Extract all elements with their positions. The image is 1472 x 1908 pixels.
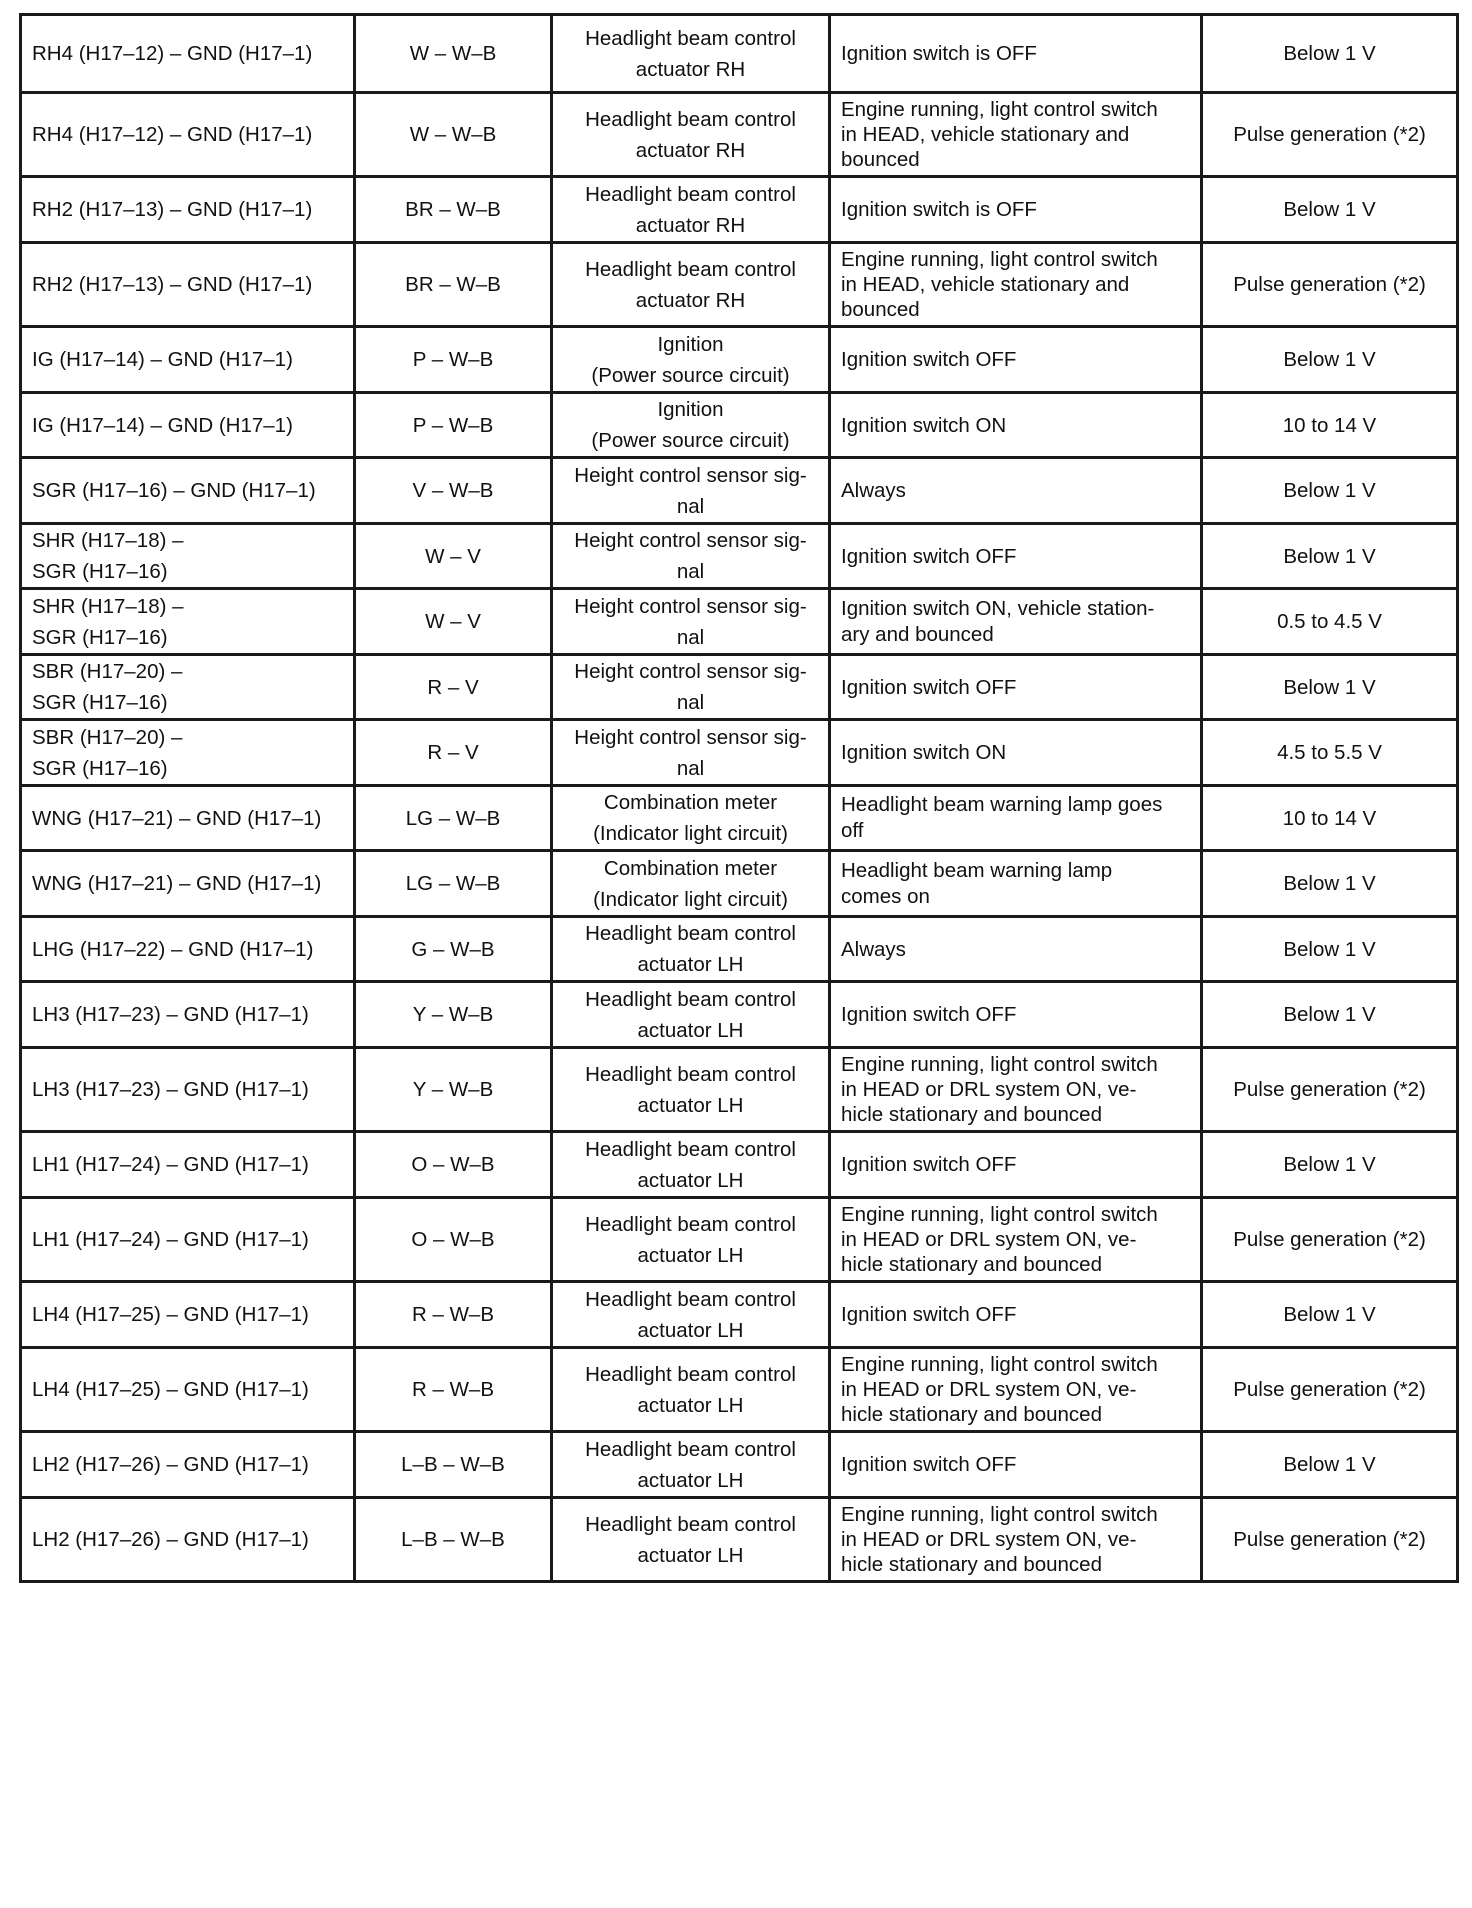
terminal-text: SHR (H17–18) – xyxy=(32,594,184,618)
terminal-cell xyxy=(21,177,355,243)
terminal-description-cell xyxy=(552,327,830,393)
specified-condition-cell: Below 1 V xyxy=(1202,655,1458,720)
description-line: actuator RH xyxy=(635,288,746,312)
condition-cell xyxy=(830,458,1202,524)
condition-line: hicle stationary and bounced xyxy=(841,1553,1102,1576)
terminal-description-cell xyxy=(552,243,830,327)
description-line: actuator LH xyxy=(637,1243,744,1267)
specified-condition-cell: Below 1 V xyxy=(1202,982,1458,1048)
table-row xyxy=(21,93,1458,177)
specified-condition-cell: Pulse generation (*2) xyxy=(1202,1498,1458,1582)
condition-line: Ignition switch OFF xyxy=(841,1003,1017,1026)
terminal-cell xyxy=(21,1198,355,1282)
description-line: actuator RH xyxy=(635,138,746,162)
terminal-description-cell xyxy=(552,524,830,589)
table-row xyxy=(21,589,1458,655)
specified-condition-cell: 10 to 14 V xyxy=(1202,393,1458,458)
terminal-text: LH2 (H17–26) – GND (H17–1) xyxy=(32,1453,309,1476)
wiring-color-cell: O – W–B xyxy=(355,1132,552,1198)
condition-line: hicle stationary and bounced xyxy=(841,1103,1102,1126)
condition-cell xyxy=(830,1282,1202,1348)
specified-condition-cell: Pulse generation (*2) xyxy=(1202,1048,1458,1132)
terminal-description-cell xyxy=(552,15,830,93)
description-line: Headlight beam control xyxy=(585,107,796,131)
condition-line: Engine running, light control switch xyxy=(841,1203,1158,1226)
condition-cell xyxy=(830,1498,1202,1582)
table-row xyxy=(21,1048,1458,1132)
wiring-color-cell: W – V xyxy=(355,589,552,655)
terminal-description-cell xyxy=(552,93,830,177)
terminal-description-cell xyxy=(552,393,830,458)
terminal-description-cell xyxy=(552,917,830,982)
terminal-text: RH4 (H17–12) – GND (H17–1) xyxy=(32,42,313,65)
terminal-text: SBR (H17–20) – xyxy=(32,660,183,683)
terminal-text: LH4 (H17–25) – GND (H17–1) xyxy=(32,1303,309,1326)
terminal-voltage-table xyxy=(19,13,1459,1583)
wiring-color-cell: W – W–B xyxy=(355,15,552,93)
condition-cell xyxy=(830,720,1202,786)
terminal-description-cell xyxy=(552,655,830,720)
terminal-text: IG (H17–14) – GND (H17–1) xyxy=(32,348,293,371)
terminal-text: SGR (H17–16) xyxy=(32,625,168,649)
wiring-color-cell: R – V xyxy=(355,655,552,720)
description-line: nal xyxy=(676,756,705,780)
terminal-cell xyxy=(21,655,355,720)
specified-condition-cell: Below 1 V xyxy=(1202,327,1458,393)
description-line: Headlight beam control xyxy=(585,182,796,206)
condition-cell xyxy=(830,851,1202,917)
condition-cell xyxy=(830,1132,1202,1198)
description-line: Height control sensor sig- xyxy=(574,594,807,618)
condition-line: Always xyxy=(841,937,906,961)
condition-line: in HEAD, vehicle stationary and xyxy=(841,123,1130,146)
description-line: nal xyxy=(676,494,705,518)
description-line: (Power source circuit) xyxy=(591,429,790,452)
terminal-description-cell xyxy=(552,1498,830,1582)
table-row xyxy=(21,1432,1458,1498)
condition-line: Ignition switch OFF xyxy=(841,1153,1017,1176)
description-line: Headlight beam control xyxy=(585,1287,796,1311)
table-row xyxy=(21,786,1458,851)
condition-line: Engine running, light control switch xyxy=(841,1053,1158,1076)
description-line: actuator LH xyxy=(637,1393,744,1417)
description-line: nal xyxy=(676,691,705,714)
condition-line: off xyxy=(841,819,864,842)
table-row xyxy=(21,15,1458,93)
condition-line: ary and bounced xyxy=(841,622,994,646)
description-line: actuator LH xyxy=(637,953,744,976)
description-line: Headlight beam control xyxy=(585,1212,796,1236)
specified-condition-cell: Below 1 V xyxy=(1202,15,1458,93)
specified-condition-cell: Below 1 V xyxy=(1202,917,1458,982)
specified-condition-cell: Below 1 V xyxy=(1202,1132,1458,1198)
specified-condition-cell: Below 1 V xyxy=(1202,524,1458,589)
description-line: Headlight beam control xyxy=(585,1062,796,1086)
terminal-cell xyxy=(21,243,355,327)
condition-line: bounced xyxy=(841,148,920,171)
wiring-color-cell: LG – W–B xyxy=(355,786,552,851)
wiring-color-cell: L–B – W–B xyxy=(355,1432,552,1498)
specified-condition-cell: Pulse generation (*2) xyxy=(1202,243,1458,327)
wiring-color-cell: BR – W–B xyxy=(355,243,552,327)
description-line: Height control sensor sig- xyxy=(574,463,807,487)
description-line: actuator LH xyxy=(637,1168,744,1192)
terminal-text: SGR (H17–16) xyxy=(32,756,168,780)
terminal-text: IG (H17–14) – GND (H17–1) xyxy=(32,413,293,437)
terminal-cell xyxy=(21,720,355,786)
description-line: actuator LH xyxy=(637,1093,744,1117)
terminal-text: SBR (H17–20) – xyxy=(32,725,183,749)
terminal-cell xyxy=(21,1132,355,1198)
wiring-color-cell: G – W–B xyxy=(355,917,552,982)
condition-line: Ignition switch is OFF xyxy=(841,198,1037,221)
description-line: Combination meter xyxy=(603,791,778,814)
condition-line: Ignition switch OFF xyxy=(841,675,1017,699)
table-row xyxy=(21,982,1458,1048)
condition-cell xyxy=(830,1432,1202,1498)
terminal-cell xyxy=(21,1282,355,1348)
table-row xyxy=(21,177,1458,243)
wiring-color-cell: O – W–B xyxy=(355,1198,552,1282)
condition-line: Ignition switch OFF xyxy=(841,1453,1017,1476)
terminal-description-cell xyxy=(552,177,830,243)
condition-line: Engine running, light control switch xyxy=(841,1353,1158,1376)
specified-condition-cell: Pulse generation (*2) xyxy=(1202,93,1458,177)
terminal-text: WNG (H17–21) – GND (H17–1) xyxy=(32,806,322,830)
terminal-text: LH3 (H17–23) – GND (H17–1) xyxy=(32,1003,309,1026)
table-row xyxy=(21,243,1458,327)
terminal-text: SHR (H17–18) – xyxy=(32,529,184,552)
table-row xyxy=(21,1198,1458,1282)
description-line: actuator RH xyxy=(635,57,746,81)
description-line: Headlight beam control xyxy=(585,1362,796,1386)
description-line: actuator LH xyxy=(637,1468,744,1492)
condition-cell xyxy=(830,1348,1202,1432)
condition-cell xyxy=(830,524,1202,589)
specified-condition-cell: Below 1 V xyxy=(1202,1282,1458,1348)
condition-cell xyxy=(830,327,1202,393)
wiring-color-cell: W – W–B xyxy=(355,93,552,177)
description-line: (Indicator light circuit) xyxy=(593,887,788,911)
wiring-color-cell: LG – W–B xyxy=(355,851,552,917)
specified-condition-cell: Below 1 V xyxy=(1202,1432,1458,1498)
terminal-text: SGR (H17–16) xyxy=(32,560,168,583)
table-row xyxy=(21,1132,1458,1198)
terminal-cell xyxy=(21,589,355,655)
condition-cell xyxy=(830,1048,1202,1132)
terminal-cell xyxy=(21,15,355,93)
condition-line: bounced xyxy=(841,298,920,321)
description-line: actuator LH xyxy=(637,1018,744,1042)
table-row xyxy=(21,917,1458,982)
table-row xyxy=(21,393,1458,458)
condition-line: in HEAD or DRL system ON, ve- xyxy=(841,1078,1137,1101)
condition-line: Ignition switch OFF xyxy=(841,348,1017,371)
condition-line: Ignition switch ON xyxy=(841,741,1007,764)
description-line: nal xyxy=(676,560,705,583)
condition-line: Headlight beam warning lamp xyxy=(841,858,1113,882)
terminal-cell xyxy=(21,1048,355,1132)
terminal-text: SGR (H17–16) xyxy=(32,691,168,714)
condition-line: in HEAD or DRL system ON, ve- xyxy=(841,1528,1137,1551)
wiring-color-cell: P – W–B xyxy=(355,393,552,458)
description-line: actuator LH xyxy=(637,1543,744,1567)
condition-line: Engine running, light control switch xyxy=(841,248,1158,271)
terminal-text: LH1 (H17–24) – GND (H17–1) xyxy=(32,1153,309,1176)
table-body xyxy=(21,15,1458,1582)
terminal-description-cell xyxy=(552,851,830,917)
condition-cell xyxy=(830,655,1202,720)
description-line: nal xyxy=(676,625,705,649)
terminal-cell xyxy=(21,1432,355,1498)
terminal-cell xyxy=(21,851,355,917)
terminal-text: RH4 (H17–12) – GND (H17–1) xyxy=(32,123,313,146)
description-line: (Indicator light circuit) xyxy=(593,822,788,845)
terminal-description-cell xyxy=(552,1432,830,1498)
specified-condition-cell: Below 1 V xyxy=(1202,851,1458,917)
terminal-cell xyxy=(21,982,355,1048)
condition-line: Ignition switch ON, vehicle station- xyxy=(841,596,1155,620)
terminal-description-cell xyxy=(552,1282,830,1348)
terminal-cell xyxy=(21,1498,355,1582)
table-row xyxy=(21,720,1458,786)
table-row xyxy=(21,524,1458,589)
specified-condition-cell: 10 to 14 V xyxy=(1202,786,1458,851)
description-line: Headlight beam control xyxy=(585,1437,796,1461)
condition-line: comes on xyxy=(841,884,930,908)
condition-line: Ignition switch OFF xyxy=(841,1303,1017,1326)
terminal-text: WNG (H17–21) – GND (H17–1) xyxy=(32,872,322,895)
condition-line: Engine running, light control switch xyxy=(841,1503,1158,1526)
terminal-cell xyxy=(21,917,355,982)
condition-cell xyxy=(830,243,1202,327)
wiring-color-cell: V – W–B xyxy=(355,458,552,524)
condition-line: hicle stationary and bounced xyxy=(841,1403,1102,1426)
condition-line: hicle stationary and bounced xyxy=(841,1253,1102,1276)
condition-line: Ignition switch OFF xyxy=(841,544,1017,568)
terminal-cell xyxy=(21,393,355,458)
wiring-color-cell: P – W–B xyxy=(355,327,552,393)
terminal-cell xyxy=(21,524,355,589)
terminal-description-cell xyxy=(552,589,830,655)
terminal-description-cell xyxy=(552,458,830,524)
description-line: (Power source circuit) xyxy=(591,363,790,387)
condition-line: Always xyxy=(841,479,906,502)
terminal-text: RH2 (H17–13) – GND (H17–1) xyxy=(32,273,313,296)
wiring-color-cell: Y – W–B xyxy=(355,982,552,1048)
table-row xyxy=(21,1498,1458,1582)
description-line: Headlight beam control xyxy=(585,26,796,50)
terminal-description-cell xyxy=(552,1132,830,1198)
specified-condition-cell: Below 1 V xyxy=(1202,458,1458,524)
terminal-cell xyxy=(21,786,355,851)
description-line: Height control sensor sig- xyxy=(574,529,807,552)
terminal-description-cell xyxy=(552,720,830,786)
wiring-color-cell: L–B – W–B xyxy=(355,1498,552,1582)
condition-line: Ignition switch ON xyxy=(841,413,1007,437)
specified-condition-cell: Pulse generation (*2) xyxy=(1202,1348,1458,1432)
table-row xyxy=(21,458,1458,524)
condition-line: in HEAD or DRL system ON, ve- xyxy=(841,1378,1137,1401)
specified-condition-cell: Below 1 V xyxy=(1202,177,1458,243)
terminal-description-cell xyxy=(552,1198,830,1282)
terminal-description-cell xyxy=(552,982,830,1048)
description-line: Ignition xyxy=(657,332,724,356)
wiring-color-cell: R – W–B xyxy=(355,1282,552,1348)
terminal-cell xyxy=(21,1348,355,1432)
terminal-description-cell xyxy=(552,1048,830,1132)
condition-line: Headlight beam warning lamp goes xyxy=(841,793,1163,816)
condition-cell xyxy=(830,393,1202,458)
wiring-color-cell: W – V xyxy=(355,524,552,589)
description-line: Headlight beam control xyxy=(585,987,796,1011)
condition-cell xyxy=(830,917,1202,982)
condition-cell xyxy=(830,786,1202,851)
terminal-text: LHG (H17–22) – GND (H17–1) xyxy=(32,937,314,961)
condition-cell xyxy=(830,177,1202,243)
wiring-color-cell: BR – W–B xyxy=(355,177,552,243)
specified-condition-cell: 4.5 to 5.5 V xyxy=(1202,720,1458,786)
terminal-text: LH2 (H17–26) – GND (H17–1) xyxy=(32,1528,309,1551)
terminal-text: RH2 (H17–13) – GND (H17–1) xyxy=(32,198,313,221)
condition-cell xyxy=(830,982,1202,1048)
description-line: Headlight beam control xyxy=(585,257,796,281)
terminal-cell xyxy=(21,327,355,393)
terminal-description-cell xyxy=(552,1348,830,1432)
condition-line: in HEAD or DRL system ON, ve- xyxy=(841,1228,1137,1251)
description-line: actuator RH xyxy=(635,213,746,237)
terminal-cell xyxy=(21,93,355,177)
table-row xyxy=(21,851,1458,917)
description-line: Headlight beam control xyxy=(585,1137,796,1161)
table-row xyxy=(21,1348,1458,1432)
condition-line: Engine running, light control switch xyxy=(841,98,1158,121)
description-line: actuator LH xyxy=(637,1318,744,1342)
description-line: Headlight beam control xyxy=(585,1512,796,1536)
description-line: Combination meter xyxy=(603,856,778,880)
terminal-cell xyxy=(21,458,355,524)
description-line: Height control sensor sig- xyxy=(574,725,807,749)
condition-cell xyxy=(830,15,1202,93)
condition-cell xyxy=(830,93,1202,177)
condition-line: in HEAD, vehicle stationary and xyxy=(841,273,1130,296)
condition-cell xyxy=(830,589,1202,655)
description-line: Ignition xyxy=(657,398,724,421)
wiring-color-cell: R – W–B xyxy=(355,1348,552,1432)
wiring-color-cell: R – V xyxy=(355,720,552,786)
terminal-text: SGR (H17–16) – GND (H17–1) xyxy=(32,479,316,502)
table-row xyxy=(21,327,1458,393)
terminal-text: LH3 (H17–23) – GND (H17–1) xyxy=(32,1078,309,1101)
specified-condition-cell: 0.5 to 4.5 V xyxy=(1202,589,1458,655)
specified-condition-cell: Pulse generation (*2) xyxy=(1202,1198,1458,1282)
table-row xyxy=(21,655,1458,720)
condition-cell xyxy=(830,1198,1202,1282)
condition-line: Ignition switch is OFF xyxy=(841,42,1037,65)
terminal-description-cell xyxy=(552,786,830,851)
table-row xyxy=(21,1282,1458,1348)
description-line: Headlight beam control xyxy=(585,922,796,945)
terminal-text: LH4 (H17–25) – GND (H17–1) xyxy=(32,1378,309,1401)
terminal-text: LH1 (H17–24) – GND (H17–1) xyxy=(32,1228,309,1251)
wiring-color-cell: Y – W–B xyxy=(355,1048,552,1132)
description-line: Height control sensor sig- xyxy=(574,660,807,683)
